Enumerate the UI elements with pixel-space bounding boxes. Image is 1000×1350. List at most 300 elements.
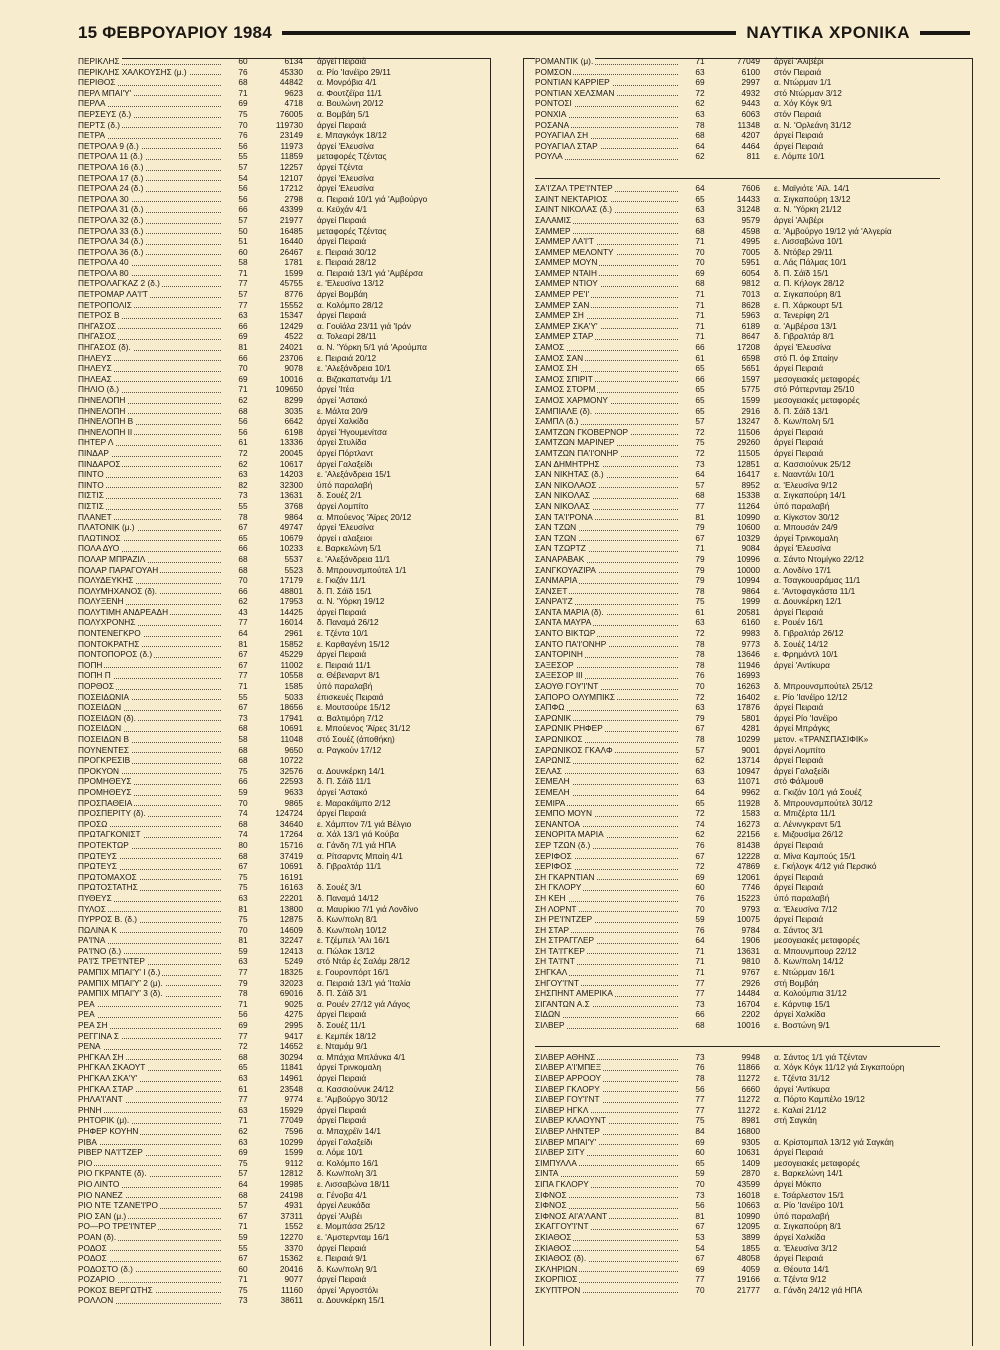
ship-status: ε. 'Αλεξάνδρεια 10/1 [317, 363, 391, 374]
build-year: 71 [238, 1274, 248, 1285]
tonnage: 21777 [736, 1284, 760, 1295]
tonnage: 5775 [741, 384, 760, 395]
ship-row [535, 1105, 940, 1116]
ship-status: άργεί Πειραιά [774, 1147, 824, 1158]
tonnage: 11348 [737, 119, 760, 130]
ship-status: α. Κολόμπο 16/1 [317, 1157, 379, 1168]
build-year: 65 [695, 193, 705, 204]
ship-name: ΠΟΥΝΕΝΤΕΣ [78, 745, 223, 756]
ship-row [78, 1031, 483, 1042]
tonnage: 16163 [279, 882, 303, 893]
ship-name: ΣΕΡ ΤΖΩΝ (δ.) [535, 840, 680, 851]
build-year: 80 [238, 839, 248, 850]
ship-row [78, 639, 483, 650]
tonnage: 9001 [741, 744, 760, 755]
ship-status: ύπό παραλαβή [317, 479, 373, 490]
build-year: 71 [695, 310, 705, 321]
ship-status: στό Π. όφ Σπαίην [774, 352, 838, 363]
ship-status: άργεί 'Ελευσίνα [774, 342, 831, 353]
ship-name: ΣΑΝ ΤΑ'Ι'ΡΟΝΑ [535, 512, 680, 523]
ship-name: ΣΙΛΒΕΡ ΚΛΑΟΥΝΤ [535, 1115, 680, 1126]
ship-status: ε. Τσάρλεστον 15/1 [774, 1189, 845, 1200]
ship-status: δ. Παναμά 26/12 [317, 617, 379, 628]
ship-name: ΣΕΛΑΣ [535, 766, 680, 777]
ship-name: ΠΙΝΤΟ [78, 480, 223, 491]
build-year: 67 [695, 723, 705, 734]
tonnage: 32300 [279, 479, 303, 490]
build-year: 71 [695, 967, 705, 978]
tonnage: 9962 [741, 786, 760, 797]
build-year: 69 [238, 373, 248, 384]
ship-status: άργεί Πειραιά [774, 140, 824, 151]
tonnage: 10299 [279, 1136, 303, 1147]
ship-name: ΠΡΟΣΩ [78, 819, 223, 830]
build-year: 70 [238, 575, 248, 586]
tonnage: 5963 [741, 310, 760, 321]
ship-row [535, 1052, 940, 1063]
ship-row [78, 1253, 483, 1264]
ship-row [535, 914, 940, 925]
ship-status: άργεί 'Ελευσίνα [317, 172, 374, 183]
ship-row [78, 109, 483, 120]
ship-name: ΡΟΑΝ (δ). [78, 1232, 223, 1243]
build-year: 63 [695, 66, 705, 77]
ship-row [535, 628, 940, 639]
ship-name: ΣΑΛΑΜΙΣ [535, 215, 680, 226]
tonnage: 15347 [279, 310, 303, 321]
ship-status: στόν Πειραιά [774, 108, 822, 119]
tonnage: 6660 [741, 1083, 760, 1094]
ship-row [78, 617, 483, 628]
build-year: 56 [695, 1200, 705, 1211]
tonnage: 4522 [284, 331, 303, 342]
tonnage: 32576 [279, 765, 303, 776]
tonnage: 8952 [741, 479, 760, 490]
tonnage: 45229 [279, 649, 303, 660]
build-year: 56 [695, 1083, 705, 1094]
tonnage: 43399 [279, 204, 303, 215]
tonnage: 24021 [279, 342, 303, 353]
build-year: 57 [238, 1168, 248, 1179]
ship-name: ΡΟΥΑΓΙΑΛ ΣΗ [535, 130, 680, 141]
ship-row [78, 278, 483, 289]
ship-row [78, 798, 483, 809]
ship-status: ε. Τζέμπελ 'Αλι 16/1 [317, 935, 390, 946]
ship-row [78, 1052, 483, 1063]
ship-row [535, 660, 940, 671]
build-year: 64 [695, 786, 705, 797]
ship-row [78, 236, 483, 247]
ship-row [78, 692, 483, 703]
ship-name: ΡΕΑ [78, 1009, 223, 1020]
build-year: 56 [238, 183, 248, 194]
build-year: 70 [695, 246, 705, 257]
ship-status: άργεί Πειραιά [317, 1009, 367, 1020]
ship-name: ΠΕΤΡΟΛΑ 11 (δ.) [78, 151, 223, 162]
ship-name: ΣΚΛΗΡΙΩΝ [535, 1264, 680, 1275]
ship-status: άργεί 'Αντίκυρα [774, 659, 830, 670]
build-year: 63 [695, 702, 705, 713]
tonnage: 10016 [736, 1020, 760, 1031]
ship-row [78, 1084, 483, 1095]
tonnage: 23548 [279, 1083, 303, 1094]
build-year: 72 [695, 861, 705, 872]
build-year: 77 [238, 299, 248, 310]
ship-row [78, 1211, 483, 1222]
ship-row [78, 1295, 483, 1306]
tonnage: 1906 [741, 935, 760, 946]
ship-status: άργεί 'Αργοστόλι [317, 1284, 378, 1295]
ship-row [535, 300, 940, 311]
ship-row [535, 437, 940, 448]
ship-row [535, 67, 940, 78]
build-year: 76 [695, 924, 705, 935]
tonnage: 10691 [279, 861, 303, 872]
tonnage: 9948 [741, 1051, 760, 1062]
tonnage: 16800 [736, 1125, 760, 1136]
build-year: 63 [695, 204, 705, 215]
ship-name: ΡΟΔΟΣ [78, 1253, 223, 1264]
ship-name: ΡΙΒΕΡ ΝΑ'Ι'ΤΖΕΡ [78, 1147, 223, 1158]
build-year: 76 [695, 839, 705, 850]
tonnage: 5951 [741, 257, 760, 268]
ship-status: άργεί Πειραιά [774, 914, 824, 925]
ship-status: ε. 'Αλεξάνδρεια 11/1 [317, 553, 391, 564]
build-year: 77 [238, 1094, 248, 1105]
build-year: 76 [238, 66, 248, 77]
ship-name: ΠΛΑΝΕΤ [78, 512, 223, 523]
ship-status: άργεί Πειραιά [317, 310, 367, 321]
ship-row [535, 310, 940, 321]
ship-status: α. Σιγκαπούρη 8/1 [774, 1221, 842, 1232]
ship-name: ΣΑΜΜΕΡ ΣΗ [535, 310, 680, 321]
tonnage: 4598 [741, 225, 760, 236]
ship-name: ΡΙΟ ΝΤΕ ΤΖΑΝΕ'Ι'ΡΟ [78, 1200, 223, 1211]
ship-status: άργεί 'Ηγουμενίτσα [317, 426, 387, 437]
ship-name: ΠΟΠΗ [78, 660, 223, 671]
ship-status: δ. Μπρουνσμπούτελ 30/12 [774, 797, 873, 808]
ship-status: δ. Σουέζ 3/1 [317, 882, 362, 893]
ship-status: δ. Π. Σάϊδ 15/1 [774, 267, 829, 278]
tonnage: 14652 [279, 1041, 303, 1052]
build-year: 65 [695, 384, 705, 395]
tonnage: 15552 [279, 299, 303, 310]
ship-name: ΠΟΛΥΞΕΝΗ [78, 596, 223, 607]
ship-row [78, 342, 483, 353]
ship-name: ΣΑΝΜΑΡΙΑ [535, 575, 680, 586]
tonnage: 6134 [284, 56, 303, 66]
ship-row [535, 1221, 940, 1232]
ship-status: άργεί Μόκπο [774, 1178, 822, 1189]
tonnage: 22156 [736, 829, 760, 840]
ship-status: α. Ν. 'Υόρκη 21/12 [774, 204, 842, 215]
ship-row [78, 819, 483, 830]
ship-row [78, 194, 483, 205]
tonnage: 31248 [736, 204, 760, 215]
ship-status: ε. 'Αμστερνταμ 16/1 [317, 1231, 390, 1242]
build-year: 69 [695, 267, 705, 278]
ship-row [535, 596, 940, 607]
build-year: 66 [695, 342, 705, 353]
ship-row [535, 1264, 940, 1275]
tonnage: 17208 [736, 342, 760, 353]
ship-status: ε. Πειραιά 30/12 [317, 246, 377, 257]
tonnage: 9025 [284, 998, 303, 1009]
ship-row [78, 872, 483, 883]
ship-name: ΠΕΤΡΑ [78, 130, 223, 141]
tonnage: 4931 [284, 1200, 303, 1211]
ship-row [535, 925, 940, 936]
tonnage: 11928 [737, 797, 760, 808]
ship-list-right [535, 56, 940, 1295]
build-year: 70 [695, 1178, 705, 1189]
ship-row [535, 1020, 940, 1031]
build-year: 75 [238, 914, 248, 925]
build-year: 65 [695, 1157, 705, 1168]
build-year: 56 [238, 426, 248, 437]
build-year: 73 [695, 1189, 705, 1200]
ship-name: ΡΕΝΑ [78, 1041, 223, 1052]
ship-name: ΣΗ ΛΟΡΝΤ [535, 904, 680, 915]
tonnage: 9650 [284, 744, 303, 755]
ship-status: άργεί 'Ιτέα [317, 384, 355, 395]
ship-row [78, 988, 483, 999]
tonnage: 17212 [279, 183, 303, 194]
build-year: 57 [238, 1200, 248, 1211]
ship-name: ΣΑΞΕΣΟΡ [535, 660, 680, 671]
ship-status: ε. Φρημάντλ 10/1 [774, 649, 838, 660]
ship-status: ε. Λισσαβώνα 18/11 [317, 1178, 390, 1189]
build-year: 53 [695, 1231, 705, 1242]
build-year: 73 [695, 998, 705, 1009]
build-year: 75 [695, 596, 705, 607]
ship-status: α. Δουνκέρκη 14/1 [317, 765, 385, 776]
ship-name: ΣΙΛΒΕΡ ΜΠΑΙ'Υ' [535, 1137, 680, 1148]
ship-status: ε. Νταμάμ 9/1 [317, 1041, 368, 1052]
ship-status: άργεί 'Ελευσίνα [774, 543, 831, 554]
ship-row [535, 956, 940, 967]
build-year: 68 [695, 278, 705, 289]
ship-status: άργεί Πειραιά [317, 119, 367, 130]
ship-name: ΣΑΜΜΕΡ ΣΑΝ [535, 300, 680, 311]
ship-name: ΣΙΦΝΟΣ [535, 1200, 680, 1211]
tonnage: 9983 [741, 628, 760, 639]
ship-name: ΣΗ ΤΑ'Ι'ΝΤ [535, 956, 680, 967]
build-year: 68 [238, 818, 248, 829]
ship-status: α. Βομβάη 5/1 [317, 108, 370, 119]
tonnage: 16993 [736, 670, 760, 681]
column-divider-left [490, 58, 491, 1346]
ship-name: ΠΛΩΤΙΝΟΣ [78, 533, 223, 544]
ship-row [78, 1041, 483, 1052]
ship-name: ΣΑΜΜΕΡ ΜΟΥΝ [535, 257, 680, 268]
build-year: 71 [695, 945, 705, 956]
ship-row [78, 586, 483, 597]
tonnage: 4464 [741, 140, 760, 151]
ship-name: ΡΟ—ΡΟ ΤΡΕ'Ι'ΝΤΕΡ [78, 1221, 223, 1232]
build-year: 78 [695, 659, 705, 670]
ship-name: ΣΑΡΩΝΙΚ ΡΗΦΕΡ [535, 723, 680, 734]
ship-row [535, 575, 940, 586]
build-year: 67 [238, 522, 248, 533]
ship-name: ΠΟΣΕΙΔΩΝ Β [78, 734, 223, 745]
ship-status: α. Ραγκούν 17/12 [317, 744, 382, 755]
ship-name: ΣΙΜΠΥΛΛΑ [535, 1158, 680, 1169]
ship-status: ε. Πειραιά 11/1 [317, 659, 371, 670]
ship-name: ΠΟΣΕΙΔΩΝ [78, 702, 223, 713]
ship-name: ΡΟΥΑΓΙΑΛ ΣΤΑΡ [535, 141, 680, 152]
ship-row [78, 1168, 483, 1179]
ship-row [535, 1009, 940, 1020]
tonnage: 77049 [279, 1115, 303, 1126]
build-year: 63 [695, 617, 705, 628]
ship-name: ΠΡΟΣΠΕΡΙΤΥ (δ). [78, 808, 223, 819]
ship-status: α. Ρίο 'Ιανέϊρο 10/1 [774, 1200, 844, 1211]
ship-row [78, 1137, 483, 1148]
tonnage: 44842 [279, 77, 303, 88]
tonnage: 9084 [741, 543, 760, 554]
tonnage: 14961 [279, 1073, 303, 1083]
ship-row [535, 967, 940, 978]
tonnage: 4718 [284, 98, 303, 109]
ship-status: α. Ρουέν 27/12 γιά Λάγος [317, 998, 411, 1009]
ship-status: άργεί Πειραιά [774, 130, 824, 141]
ship-status: δ. Σουέζ 2/1 [317, 490, 362, 501]
tonnage: 4281 [741, 723, 760, 734]
ship-name: ΡΕΑ ΣΗ [78, 1020, 223, 1031]
ship-status: άργεί Πειραιά [774, 606, 824, 617]
ship-name: ΠΗΝΕΛΟΠΗ [78, 395, 223, 406]
ship-name: ΠΗΓΑΣΟΣ [78, 321, 223, 332]
ship-row [535, 448, 940, 459]
ship-row [535, 607, 940, 618]
build-year: 43 [238, 606, 248, 617]
ship-name: ΣΕΜΕΛΗ [535, 787, 680, 798]
tonnage: 13631 [736, 945, 760, 956]
tonnage: 6642 [284, 416, 303, 427]
ship-status: α. Δουνκέρκη 12/1 [774, 596, 842, 607]
build-year: 61 [238, 1083, 248, 1094]
tonnage: 13247 [736, 416, 760, 427]
ship-status: στό Ντάρ ές Σαλάμ 28/12 [317, 956, 410, 967]
ship-name: ΡΟΖΑΡΙΟ [78, 1274, 223, 1285]
build-year: 77 [238, 670, 248, 681]
ship-status: άργεί Πειραιά [774, 363, 824, 374]
tonnage: 10663 [736, 1200, 760, 1211]
tonnage: 10994 [736, 575, 760, 586]
ship-name: ΠΕΡΣΕΥΣ (δ.) [78, 109, 223, 120]
build-year: 63 [238, 310, 248, 321]
build-year: 72 [695, 628, 705, 639]
ship-status: άργεί 'Αντίκυρα [774, 1083, 830, 1094]
ship-row [535, 522, 940, 533]
ship-status: α. Γάνδη 24/12 γιά ΗΠΑ [774, 1284, 863, 1295]
ship-row [535, 204, 940, 215]
ship-row [78, 416, 483, 427]
tonnage: 30294 [279, 1051, 303, 1062]
tonnage: 10558 [279, 670, 303, 681]
ship-name: ΠΙΣΤΙΣ [78, 501, 223, 512]
ship-name: ΡΟΜΣΟΝ [535, 67, 680, 78]
ship-status: ε. Ρουέν 16/1 [774, 617, 824, 628]
build-year: 55 [238, 500, 248, 511]
ship-status: μετον. «ΤΡΑΝΣΠΑΣΙΦΙΚ» [774, 734, 869, 744]
tonnage: 16440 [279, 236, 303, 247]
ship-status: ε. Τζέντα 31/12 [774, 1073, 830, 1083]
ship-row [535, 109, 940, 120]
ship-name: ΡΙΟ ΝΑΝΕΖ [78, 1190, 223, 1201]
ship-status: α. 'Ελευσίνα 3/12 [774, 1242, 838, 1253]
ship-name: ΣΑΝΤΑ ΜΑΡΙΑ (δ). [535, 607, 680, 618]
ship-status: α. Πειραιά 13/1 γιά 'Ιταλία [317, 977, 411, 988]
ship-name: ΠΟΛΑΡ ΜΠΡΑΖΙΛ [78, 554, 223, 565]
ship-status: α. Λάς Πάλμας 10/1 [774, 257, 847, 268]
tonnage: 19166 [736, 1274, 760, 1285]
ship-row [535, 565, 940, 576]
ship-name: ΠΗΝΕΛΟΠΗ [78, 406, 223, 417]
ship-status: άργεί Πειραιά [774, 755, 824, 766]
build-year: 81 [238, 935, 248, 946]
ship-row [78, 56, 483, 67]
ship-row [78, 268, 483, 279]
ship-row [535, 978, 940, 989]
build-year: 67 [238, 702, 248, 713]
tonnage: 43599 [736, 1178, 760, 1189]
ship-name: ΡΟΜΑΝΤΙΚ (μ). [535, 56, 680, 67]
ship-name: ΡΙΒΑ [78, 1137, 223, 1148]
ship-status: άργεί Πειραιά [317, 56, 367, 66]
tonnage: 9865 [284, 797, 303, 808]
build-year: 76 [695, 670, 705, 681]
build-year: 75 [238, 1157, 248, 1168]
build-year: 81 [238, 342, 248, 353]
ship-row [78, 999, 483, 1010]
tonnage: 9793 [741, 903, 760, 914]
ship-row [535, 236, 940, 247]
ship-name: ΠΕΤΡΟΛΑ 36 (δ.) [78, 247, 223, 258]
ship-row [78, 967, 483, 978]
tonnage: 69016 [279, 988, 303, 999]
build-year: 50 [238, 225, 248, 236]
ship-name: ΠΟΝΤΟΚΡΑΤΗΣ [78, 639, 223, 650]
ship-row [78, 533, 483, 544]
ship-name: ΡΕΑ [78, 999, 223, 1010]
ship-name: ΣΑΜΟΣ ΣΠΙΡΙΤ [535, 374, 680, 385]
tonnage: 45330 [279, 66, 303, 77]
ship-name: ΣΗ ΡΕ'Ι'ΝΤΖΕΡ [535, 914, 680, 925]
build-year: 77 [695, 988, 705, 999]
build-year: 61 [238, 437, 248, 448]
ship-status: α. Μαυρίκιο 7/1 γιά Λονδίνο [317, 903, 419, 914]
tonnage: 20581 [736, 606, 760, 617]
ship-row [535, 1094, 940, 1105]
ship-row [535, 480, 940, 491]
ship-name: ΠΟΛΥΤΙΜΗ ΑΝΔΡΕΑΔΗ [78, 607, 223, 618]
build-year: 74 [695, 818, 705, 829]
tonnage: 9579 [741, 214, 760, 225]
ship-row [78, 406, 483, 417]
tonnage: 6189 [741, 320, 760, 331]
ship-row [78, 808, 483, 819]
ship-status: ε. Μιζουσίμα 26/12 [774, 829, 843, 840]
ship-row [535, 120, 940, 131]
ship-status: άργεί Τζέντα [317, 161, 363, 172]
build-year: 70 [695, 257, 705, 268]
build-year: 57 [695, 479, 705, 490]
ship-row [535, 1243, 940, 1254]
ship-status: α. 'Αμβούργο 19/12 γιά 'Αλγερία [774, 225, 892, 236]
build-year: 57 [695, 744, 705, 755]
